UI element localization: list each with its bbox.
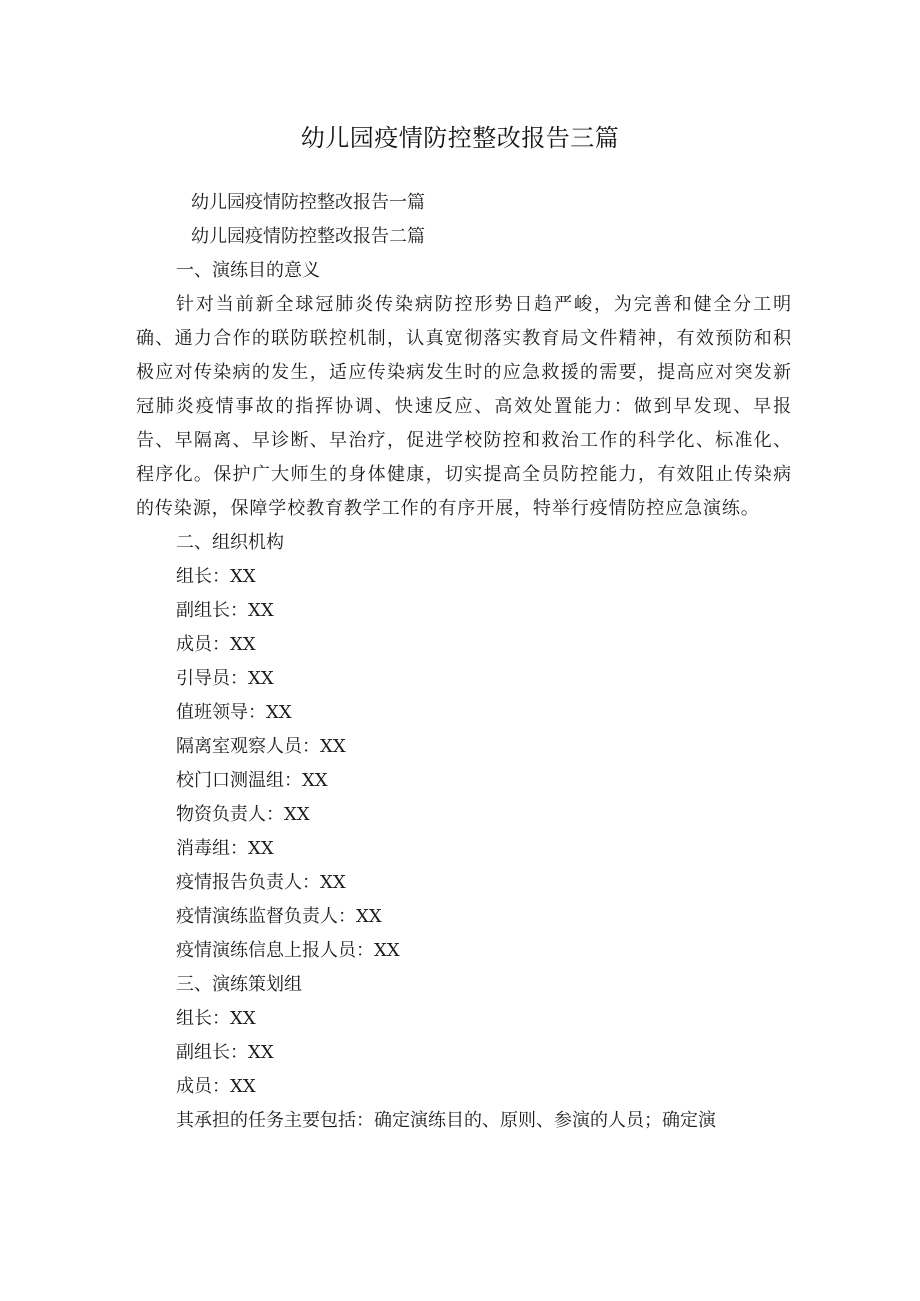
- section-1-heading: 一、演练目的意义: [176, 260, 320, 281]
- planning-item-leader: 组长：XX: [176, 1008, 256, 1029]
- toc-entry-2: 幼儿园疫情防控整改报告二篇: [191, 226, 425, 247]
- org-item-supplies: 物资负责人：XX: [176, 804, 310, 825]
- org-item-isolation-observer: 隔离室观察人员：XX: [176, 736, 346, 757]
- section-3-heading: 三、演练策划组: [176, 974, 302, 995]
- org-item-members: 成员：XX: [176, 634, 256, 655]
- org-item-drill-info-reporter: 疫情演练信息上报人员：XX: [176, 940, 400, 961]
- toc-entry-1: 幼儿园疫情防控整改报告一篇: [191, 192, 425, 213]
- section-2-heading: 二、组织机构: [176, 532, 284, 553]
- org-item-deputy-leader: 副组长：XX: [176, 600, 274, 621]
- planning-item-members: 成员：XX: [176, 1076, 256, 1097]
- org-item-epidemic-report: 疫情报告负责人：XX: [176, 872, 346, 893]
- org-item-leader: 组长：XX: [176, 566, 256, 587]
- section-3-last-line: 其承担的任务主要包括：确定演练目的、原则、参演的人员；确定演: [176, 1110, 716, 1131]
- org-item-guide: 引导员：XX: [176, 668, 274, 689]
- org-item-duty-leader: 值班领导：XX: [176, 702, 292, 723]
- org-item-disinfection: 消毒组：XX: [176, 838, 274, 859]
- org-item-gate-temperature: 校门口测温组：XX: [176, 770, 328, 791]
- planning-item-deputy-leader: 副组长：XX: [176, 1042, 274, 1063]
- org-item-drill-supervisor: 疫情演练监督负责人：XX: [176, 906, 382, 927]
- section-1-paragraph: 针对当前新全球冠肺炎传染病防控形势日趋严峻，为完善和健全分工明确、通力合作的联防联控机制，认真宽彻落实教育局文件精神，有效预防和积极应对传染病的发生，适应传染病发生时的应急救援的需要，提高应对突发新冠肺炎疫情事故的指挥协调、快速反应、高效处置能力：做到早发现、早报告、早隔离、早诊断、早治疗，促进学校防控和救治工作的科学化、标准化、程序化。保护广大师生的身体健康，切实提高全员防控能力，有效阻止传染病的传染源，保障学校教育教学工作的有序开展，特举行疫情防控应急演练。: [136, 294, 792, 519]
- document-body: [136, 186, 792, 1138]
- document-title: 幼儿园疫情防控整改报告三篇: [300, 124, 620, 152]
